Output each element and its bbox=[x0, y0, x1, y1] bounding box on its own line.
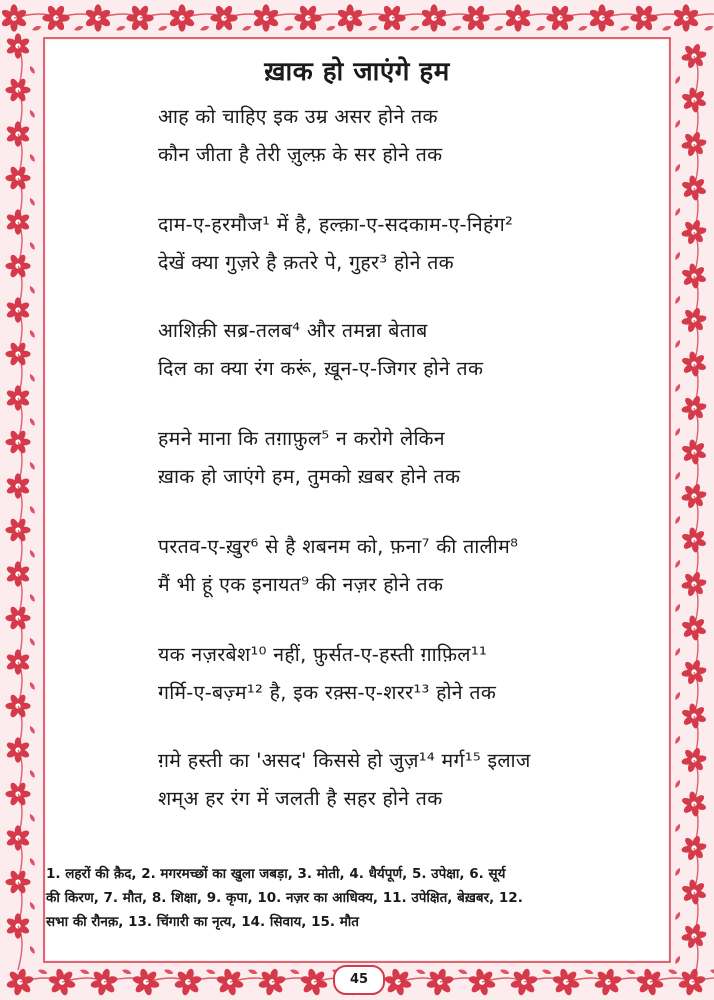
poem-line: देखें क्या गुज़रे है क़तरे पे, गुहर³ होने तक bbox=[158, 251, 454, 274]
stanza-6 bbox=[158, 636, 588, 712]
poem-title: ख़ाक हो जाएंगे हम bbox=[264, 57, 450, 87]
footnote-line: की किरण, 7. मौत, 8. शिक्षा, 9. कृपा, 10. नज़र का आधिक्य, 11. उपेक्षित, बेख़बर, 12. bbox=[46, 890, 523, 906]
stanza-1 bbox=[158, 98, 588, 174]
poem-line: मैं भी हूं एक इनायत⁹ की नज़र होने तक bbox=[158, 573, 444, 596]
stanza-5 bbox=[158, 528, 588, 604]
poem-line: दिल का क्या रंग करूं, ख़ून-ए-जिगर होने तक bbox=[158, 357, 484, 380]
page-content bbox=[46, 40, 668, 960]
stanza-7 bbox=[158, 742, 588, 818]
poem-line: ख़ाक हो जाएंगे हम, तुमको ख़बर होने तक bbox=[158, 465, 461, 488]
poem-line: ग़मे हस्ती का 'असद' किससे हो जुज़¹⁴ मर्ग¹⁵ इलाज bbox=[158, 749, 531, 772]
stanza-3 bbox=[158, 312, 588, 388]
poem-line: गर्मि-ए-बज़्म¹² है, इक रक़्स-ए-शरर¹³ होने तक bbox=[158, 681, 497, 704]
stanza-4 bbox=[158, 420, 588, 496]
stanza-2 bbox=[158, 206, 588, 282]
poem-line: हमने माना कि तग़ाफ़ुल⁵ न करोगे लेकिन bbox=[158, 427, 445, 450]
poem-line: दाम-ए-हरमौज¹ में है, हल्क़ा-ए-सदकाम-ए-निहंग² bbox=[158, 213, 514, 236]
footnotes bbox=[46, 862, 670, 934]
poem-line: शम्अ हर रंग में जलती है सहर होने तक bbox=[158, 787, 443, 810]
poem-line: आशिक़ी सब्र-तलब⁴ और तमन्ना बेताब bbox=[158, 319, 428, 342]
page-number: 45 bbox=[333, 965, 385, 995]
footnote-line: सभा की रौनक़, 13. चिंगारी का नृत्य, 14. सिवाय, 15. मौत bbox=[46, 914, 359, 930]
poem-line: कौन जीता है तेरी ज़ुल्फ़ के सर होने तक bbox=[158, 143, 443, 166]
poem-line: यक नज़रबेश¹⁰ नहीं, फ़ुर्सत-ए-हस्ती ग़ाफ़िल¹¹ bbox=[158, 643, 488, 666]
poem-line: आह को चाहिए इक उम्र असर होने तक bbox=[158, 105, 438, 128]
poem-line: परतव-ए-ख़ुर⁶ से है शबनम को, फ़ना⁷ की तालीम⁸ bbox=[158, 535, 519, 558]
footnote-line: 1. लहरों की क़ैद, 2. मगरमच्छों का खुला जबड़ा, 3. मोती, 4. धैर्यपूर्ण, 5. उपेक्षा, 6. सूर्य bbox=[46, 866, 506, 882]
